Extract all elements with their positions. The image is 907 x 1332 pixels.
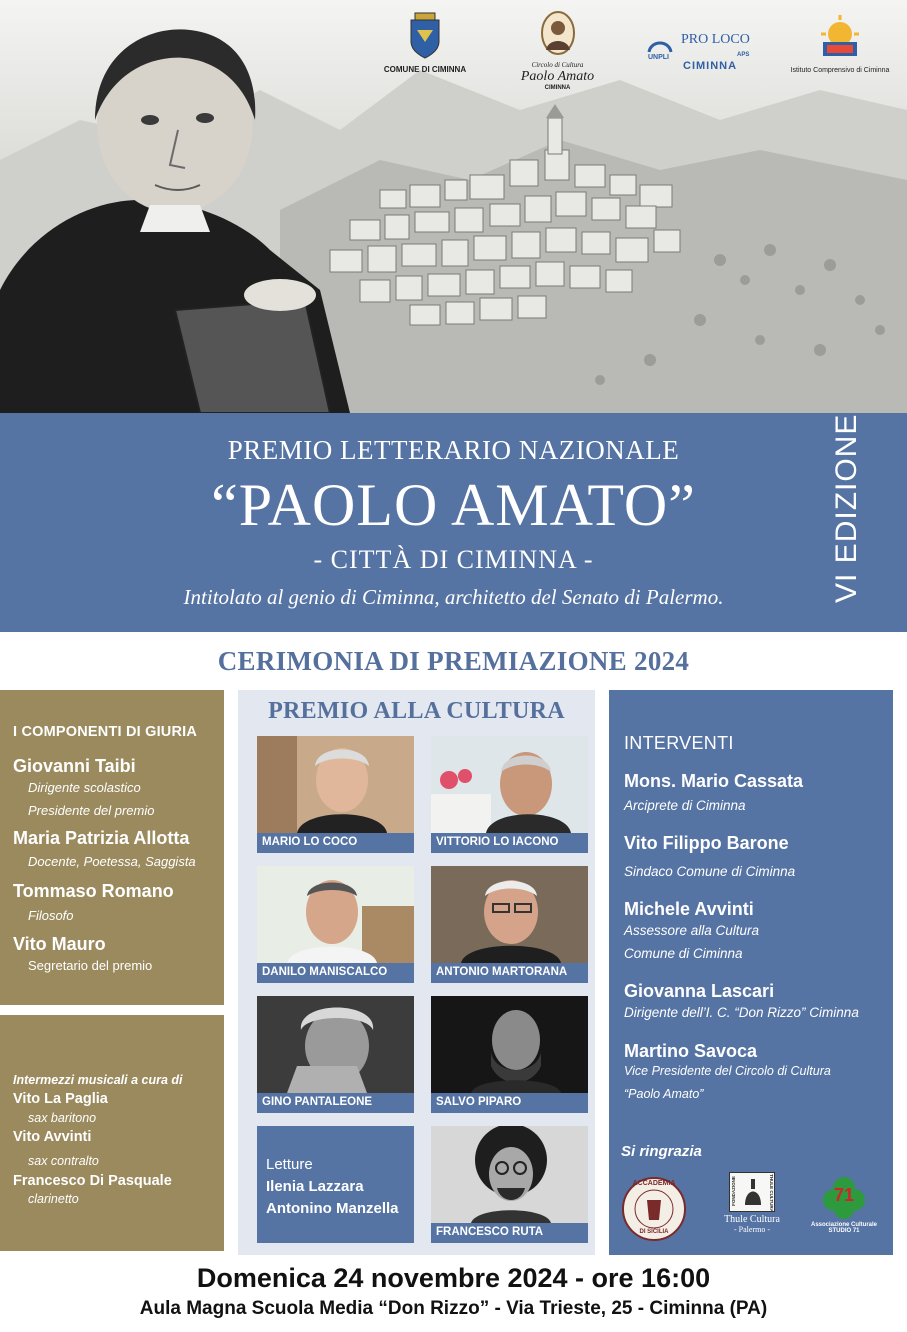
logo-comune-label: COMUNE DI CIMINNA <box>383 65 467 74</box>
thule-city: - Palermo - <box>734 1225 770 1234</box>
speaker-name: Michele Avvinti <box>624 899 754 919</box>
jury-panel <box>0 690 224 1005</box>
speaker-name: Giovanna Lascari <box>624 981 775 1001</box>
interventions-header: INTERVENTI <box>624 733 734 753</box>
circolo-portrait-icon <box>540 10 576 56</box>
readings-label: Letture <box>266 1156 313 1173</box>
winner-name: ANTONIO MARTORANA <box>436 966 568 978</box>
jury-member-role: Dirigente scolastico <box>28 780 141 795</box>
logo-unpli-label: UNPLI <box>648 54 669 61</box>
winner-photo <box>431 996 588 1093</box>
ceremony-heading: CERIMONIA DI PREMIAZIONE 2024 <box>217 646 690 676</box>
musician-name: Vito La Paglia <box>13 1091 108 1107</box>
accademia-bottom-label: DI SICILIA <box>639 1229 669 1235</box>
musician-name: Francesco Di Pasquale <box>13 1173 172 1189</box>
unpli-arc-icon <box>647 36 673 54</box>
accademia-top-label: ACCADEMIA <box>632 1180 676 1187</box>
istituto-sun-icon <box>817 14 863 62</box>
logo-circolo-bottom: CIMINNA <box>544 85 571 91</box>
award-title: “PAOLO AMATO” <box>211 472 696 538</box>
speaker-role: Sindaco Comune di Ciminna <box>624 864 796 879</box>
sponsor-studio71 <box>805 1176 883 1234</box>
speaker-role: Comune di Ciminna <box>624 946 743 961</box>
jury-member-role: Presidente del premio <box>28 803 155 818</box>
musician-name: Vito Avvinti <box>13 1129 92 1145</box>
logo-proloco-aps: APS <box>737 52 750 58</box>
winner-card <box>257 736 414 853</box>
winner-card <box>431 996 588 1113</box>
event-date: Domenica 24 novembre 2024 - ore 16:00 <box>196 1263 711 1293</box>
winner-card <box>257 866 414 983</box>
hero-engraving <box>0 0 907 413</box>
winner-photo <box>257 996 414 1093</box>
winner-card <box>431 736 588 853</box>
winner-name: VITTORIO LO IACONO <box>436 836 559 848</box>
thule-badge <box>729 1172 775 1212</box>
studio71-line1: Associazione Culturale <box>810 1222 878 1228</box>
speaker-role: Arciprete di Ciminna <box>624 798 746 813</box>
studio71-number: 71 <box>833 1185 855 1205</box>
musician-instrument: clarinetto <box>28 1192 79 1206</box>
jury-member-role: Filosofo <box>28 908 74 923</box>
studio71-clover <box>822 1176 866 1220</box>
logo-proloco <box>645 32 755 76</box>
jury-member-role: Segretario del premio <box>28 958 153 973</box>
musician-instrument: sax contralto <box>28 1154 99 1168</box>
winner-card <box>257 996 414 1113</box>
thule-helmet-icon <box>743 1179 763 1207</box>
winner-name: GINO PANTALEONE <box>262 1096 373 1108</box>
winner-photo <box>257 866 414 963</box>
speaker-role: Vice Presidente del Circolo di Cultura <box>624 1064 831 1078</box>
winner-name: DANILO MANISCALCO <box>262 966 388 978</box>
winner-card <box>431 866 588 983</box>
logo-istituto <box>790 14 890 74</box>
thule-name: Thule Cultura <box>724 1214 780 1225</box>
winner-name: FRANCESCO RUTA <box>436 1226 544 1238</box>
speaker-name: Mons. Mario Cassata <box>624 771 804 791</box>
winner-photo <box>431 1126 588 1223</box>
speaker-role: Dirigente dell’I. C. “Don Rizzo” Ciminna <box>624 1005 859 1020</box>
title-band <box>0 413 907 632</box>
speaker-role: Assessore alla Cultura <box>624 923 760 938</box>
winner-photo <box>257 736 414 833</box>
readings-box <box>257 1126 414 1243</box>
jury-member-name: Vito Mauro <box>13 934 106 954</box>
logo-proloco-name: CIMINNA <box>683 60 738 72</box>
winner-photo <box>431 866 588 963</box>
logo-circolo <box>505 10 610 91</box>
music-header: Intermezzi musicali a cura di <box>13 1073 183 1087</box>
sponsor-thule <box>707 1172 797 1234</box>
edition-label: VI EDIZIONE <box>830 413 863 603</box>
logo-circolo-name: Paolo Amato <box>520 69 595 84</box>
jury-member-name: Maria Patrizia Allotta <box>13 828 190 848</box>
thule-badge-left-label: FONDAZIONE <box>731 1176 736 1206</box>
musician-instrument: sax baritono <box>28 1111 97 1125</box>
reader-name: Ilenia Lazzara <box>266 1178 364 1195</box>
winner-photo <box>431 736 588 833</box>
logo-comune <box>370 12 480 74</box>
jury-member-name: Giovanni Taibi <box>13 756 136 776</box>
speaker-name: Vito Filippo Barone <box>624 833 789 853</box>
culture-award-panel <box>238 690 595 1255</box>
studio71-line2: STUDIO 71 <box>828 1228 860 1234</box>
award-dedication: Intitolato al genio di Ciminna, architetto del Senato di Palermo. <box>183 585 724 609</box>
jury-member-role: Docente, Poetessa, Saggista <box>28 854 196 869</box>
thanks-label: Si ringrazia <box>621 1143 702 1160</box>
winner-name: SALVO PIPARO <box>436 1096 522 1108</box>
logo-proloco-top: PRO LOCO <box>681 32 750 47</box>
thule-badge-right-label: THULE CULTURA <box>769 1174 774 1212</box>
logo-istituto-label: Istituto Comprensivo di Ciminna <box>790 67 890 74</box>
winner-name: MARIO LO COCO <box>262 836 358 848</box>
winner-card <box>431 1126 588 1243</box>
logo-circolo-top: Circolo di Cultura <box>531 61 584 69</box>
comune-crest-icon <box>407 12 443 60</box>
award-subtitle: PREMIO LETTERARIO NAZIONALE <box>227 435 680 465</box>
interventions-panel <box>609 690 893 1255</box>
culture-award-header: PREMIO ALLA CULTURA <box>268 698 565 724</box>
jury-header: I COMPONENTI DI GIURIA <box>13 724 198 740</box>
music-panel <box>0 1015 224 1251</box>
speaker-role: “Paolo Amato” <box>624 1087 704 1101</box>
reader-name: Antonino Manzella <box>266 1200 399 1217</box>
sponsor-accademia <box>621 1176 687 1242</box>
award-city: - CITTÀ DI CIMINNA - <box>313 545 594 574</box>
jury-member-name: Tommaso Romano <box>13 881 174 901</box>
event-venue: Aula Magna Scuola Media “Don Rizzo” - Via Trieste, 25 - Ciminna (PA) <box>139 1298 768 1319</box>
speaker-name: Martino Savoca <box>624 1041 758 1061</box>
